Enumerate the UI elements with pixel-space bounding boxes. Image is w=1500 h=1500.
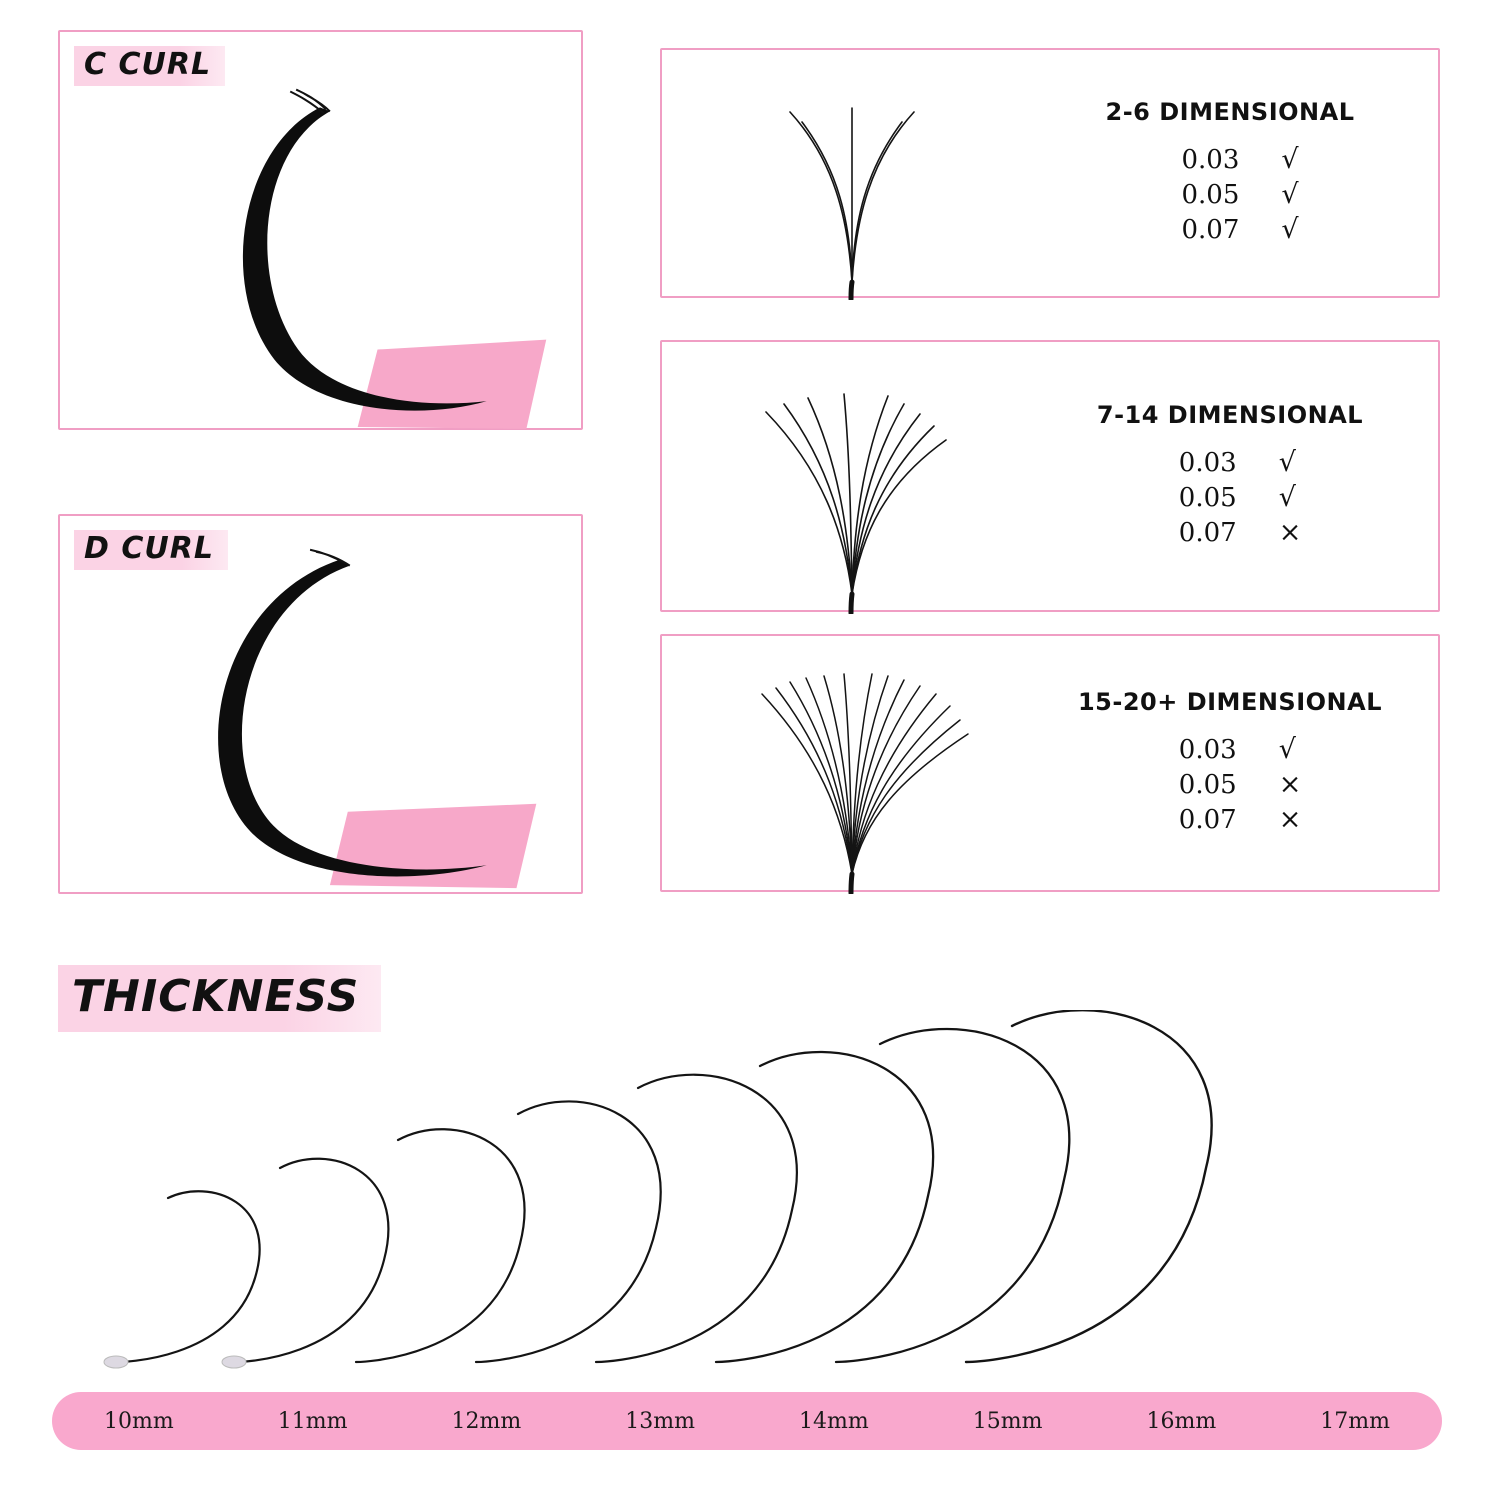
length-label-13mm: 13mm: [625, 1408, 695, 1434]
availability-mark: √: [1281, 213, 1299, 245]
availability-row: [1159, 769, 1302, 800]
length-label-11mm: 11mm: [277, 1408, 348, 1434]
availability-row: [1159, 517, 1302, 548]
lash-curve-17mm: [966, 1010, 1212, 1362]
lash-curve-13mm: [476, 1101, 661, 1362]
availability-row: [1161, 214, 1298, 245]
thickness-availability-list: [1161, 140, 1298, 249]
fan-svg: [662, 50, 1042, 300]
lash-length-illustrations: [40, 1010, 1460, 1380]
thickness-value: 0.05: [1178, 769, 1237, 800]
availability-mark: ×: [1278, 768, 1302, 800]
length-label-15mm: 15mm: [972, 1408, 1043, 1434]
c-curl-label: C CURL: [74, 46, 225, 86]
availability-mark: √: [1278, 733, 1296, 765]
lash-curves-svg: [40, 1010, 1460, 1380]
length-label-16mm: 16mm: [1146, 1408, 1217, 1434]
availability-row: [1159, 447, 1302, 478]
dimensional-info-2-6: [1042, 98, 1438, 249]
d-curl-panel: [58, 514, 583, 894]
c-curl-pink-card: [358, 340, 547, 429]
d-curl-label: D CURL: [74, 530, 228, 570]
dimensional-panel-15-20: [660, 634, 1440, 892]
lash-base-11mm: [222, 1356, 246, 1368]
lash-curve-10mm: [118, 1191, 260, 1362]
thickness-value: 0.03: [1178, 734, 1237, 765]
availability-mark: √: [1278, 446, 1296, 478]
length-label-14mm: 14mm: [799, 1408, 869, 1434]
fan-illustration-7-14: [662, 342, 1042, 610]
fan-illustration-2-6: [662, 50, 1042, 296]
fan-base: [851, 874, 852, 893]
thickness-value: 0.07: [1181, 214, 1240, 245]
fan-svg: [662, 342, 1042, 614]
d-curl-lash-tip: [310, 550, 350, 566]
fan-base: [851, 594, 852, 613]
c-curl-panel: [58, 30, 583, 430]
d-curl-pink-card: [330, 804, 536, 888]
dimensional-info-15-20: [1042, 688, 1438, 839]
availability-mark: √: [1281, 143, 1299, 175]
availability-row: [1161, 179, 1298, 210]
availability-row: [1161, 144, 1298, 175]
availability-row: [1159, 482, 1302, 513]
dimensional-title: 15-20+ DIMENSIONAL: [1077, 687, 1382, 716]
d-curl-illustration: [60, 516, 581, 893]
thickness-value: 0.07: [1178, 517, 1237, 548]
lash-curve-15mm: [716, 1052, 933, 1362]
dimensional-panel-2-6: [660, 48, 1440, 298]
length-label-10mm: 10mm: [104, 1408, 174, 1434]
thickness-value: 0.05: [1178, 482, 1237, 513]
dimensional-title: 7-14 DIMENSIONAL: [1096, 400, 1364, 429]
fan-svg: [662, 636, 1042, 894]
availability-mark: ×: [1278, 516, 1302, 548]
thickness-value: 0.07: [1178, 804, 1237, 835]
length-label-17mm: 17mm: [1320, 1408, 1390, 1434]
availability-row: [1159, 804, 1302, 835]
c-curl-illustration: [60, 32, 581, 429]
fan-base: [851, 282, 852, 299]
lash-curve-12mm: [356, 1129, 525, 1362]
thickness-availability-list: [1159, 443, 1302, 552]
lash-base-10mm: [104, 1356, 128, 1368]
lash-curve-16mm: [836, 1029, 1069, 1362]
thickness-availability-list: [1159, 730, 1302, 839]
availability-mark: ×: [1278, 803, 1302, 835]
thickness-value: 0.05: [1181, 179, 1240, 210]
availability-mark: √: [1281, 178, 1299, 210]
thickness-value: 0.03: [1181, 144, 1240, 175]
thickness-section-label: THICKNESS: [58, 965, 381, 1032]
length-label-12mm: 12mm: [451, 1408, 522, 1434]
dimensional-panel-7-14: [660, 340, 1440, 612]
fan-illustration-15-20: [662, 636, 1042, 890]
availability-mark: √: [1278, 481, 1296, 513]
thickness-value: 0.03: [1178, 447, 1237, 478]
length-scale-bar: [52, 1392, 1442, 1450]
dimensional-info-7-14: [1042, 401, 1438, 552]
availability-row: [1159, 734, 1302, 765]
dimensional-title: 2-6 DIMENSIONAL: [1105, 97, 1355, 126]
